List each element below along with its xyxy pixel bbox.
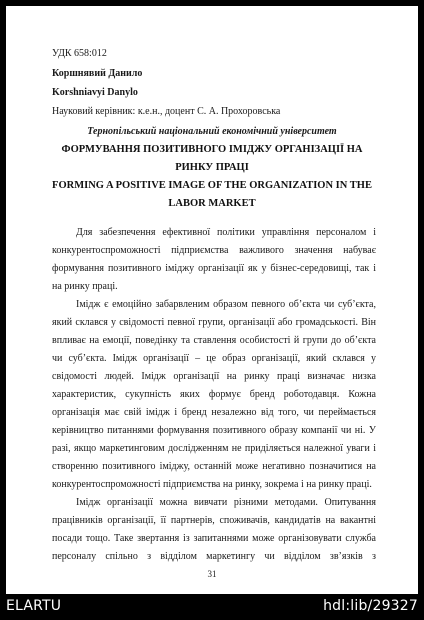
text-line: Імідж є емоційно забарвленим образом певного об’єкта чи суб’єкта,: [76, 299, 376, 310]
text-line: працівників організації, її партнерів, споживачів, кандидатів на вакантні: [52, 515, 376, 526]
text-line: керівництво питаннями формування позитивного образу компанії чи ні. У: [52, 425, 376, 436]
text-line: чи суб’єкта. Імідж організації – це образ організації, який склався у: [52, 353, 376, 364]
text-line: Імідж організації можна вивчати різними методами. Опитування: [76, 497, 376, 508]
text-line: конкурентоспроможності підприємства на ринку, зокрема і на ринку праці.: [52, 479, 372, 490]
repository-name: ELARTU: [6, 598, 62, 614]
text-line: разі, якщо маркетинговим дослідженням не приділяється належної уваги і: [52, 443, 376, 454]
text-line: посади тощо. Таке звертання із запитаннями може організовувати служба: [52, 533, 376, 544]
supervisor-line: Науковий керівник: к.е.н., доцент С. А. Прохоровська: [52, 106, 281, 117]
text-line: свідомості людей. Імідж організації на ринку праці визначає низка: [52, 371, 376, 382]
udk-code: УДК 658:012: [52, 48, 107, 59]
title-ua-line-1: ФОРМУВАННЯ ПОЗИТИВНОГО ІМІДЖУ ОРГАНІЗАЦІЇ НА: [61, 144, 363, 155]
document-page: [6, 6, 418, 594]
title-en-line-2: LABOR MARKET: [168, 198, 256, 209]
text-line: на ринку праці.: [52, 281, 118, 292]
text-line: який склався у свідомості певної групи, організації або громадськості. Він: [52, 317, 376, 328]
repository-footer: [0, 594, 424, 620]
author-name-en: Korshniavyi Danylo: [52, 87, 138, 98]
text-line: організація має свій імідж і бренд незалежно від того, чи переймається: [52, 407, 376, 418]
text-line: створенню позитивного іміджу, останній може негативно позначитися на: [52, 461, 376, 472]
text-line: Для забезпечення ефективної політики управління персоналом і: [76, 227, 376, 238]
handle-id[interactable]: hdl:lib/29327: [323, 598, 418, 614]
text-line: формування позитивного іміджу організації як у бізнес-середовищі, так і: [52, 263, 376, 274]
text-line: конкурентоспроможності підприємства важливого значення набуває: [52, 245, 376, 256]
text-line: характеристик, сукупність яких формує бренд роботодавця. Кожна: [52, 389, 376, 400]
paragraph-2: [52, 296, 376, 494]
title-en-line-1: FORMING A POSITIVE IMAGE OF THE ORGANIZATION IN THE: [52, 180, 372, 191]
text-line: персоналу спільно з відділом маркетингу чи відділом зв’язків з: [52, 551, 376, 562]
text-line: впливає на емоції, поведінку та ставлення особистості й групи до об’єкта: [52, 335, 376, 346]
title-ua-line-2: РИНКУ ПРАЦІ: [175, 162, 249, 173]
author-name-ua: Коршнявий Данило: [52, 68, 143, 79]
paragraph-3: [52, 494, 376, 566]
paragraph-1: [52, 224, 376, 296]
institution-name: Тернопільський національний економічний університет: [87, 126, 337, 137]
page-number: 31: [207, 569, 217, 579]
